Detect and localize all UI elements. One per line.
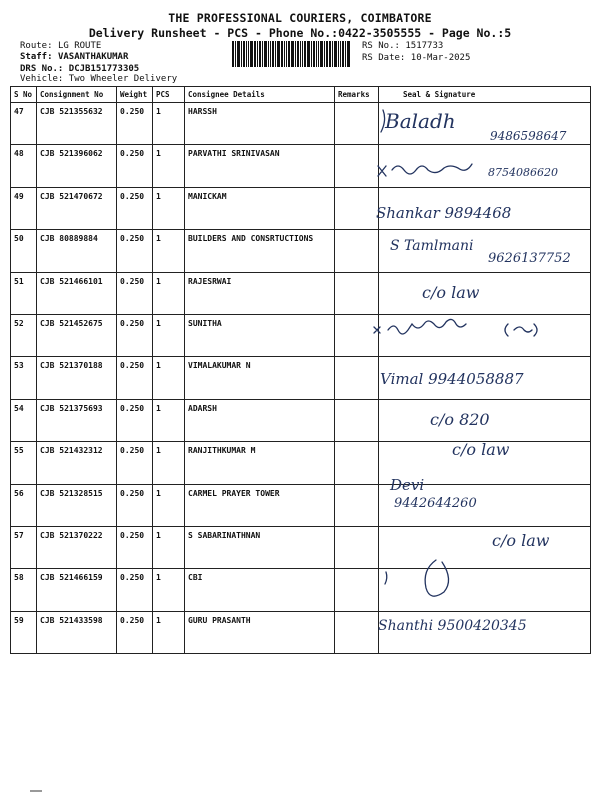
cell-sno: 49 (11, 187, 37, 229)
signature-49-text: Shankar 9894468 (376, 204, 512, 222)
cell-sno: 58 (11, 569, 37, 611)
cell-consignee: SUNITHA (185, 314, 335, 356)
cell-signature (379, 569, 591, 611)
cell-signature (379, 611, 591, 653)
rs-date-line (362, 53, 470, 63)
cell-pcs: 1 (153, 526, 185, 568)
cell-consignment: CJB 521466101 (37, 272, 117, 314)
drs-line (20, 64, 139, 74)
cell-consignment: CJB 521370188 (37, 357, 117, 399)
vehicle-value: Two Wheeler Delivery (68, 74, 178, 84)
cell-weight: 0.250 (117, 526, 153, 568)
cell-sno: 55 (11, 442, 37, 484)
col-header-signature: Seal & Signature (379, 87, 591, 103)
vehicle-line (20, 74, 177, 84)
cell-pcs: 1 (153, 314, 185, 356)
cell-pcs: 1 (153, 484, 185, 526)
cell-sno: 54 (11, 399, 37, 441)
cell-consignment: CJB 521396062 (37, 145, 117, 187)
cell-sno: 57 (11, 526, 37, 568)
col-header-weight: Weight (117, 87, 153, 103)
cell-remarks (335, 314, 379, 356)
col-header-remarks: Remarks (335, 87, 379, 103)
cell-weight: 0.250 (117, 399, 153, 441)
route-value: LG ROUTE (57, 41, 102, 51)
staff-value: VASANTHAKUMAR (57, 52, 129, 62)
cell-weight: 0.250 (117, 442, 153, 484)
table-header-row (11, 87, 591, 103)
rs-date-value: 10-Mar-2025 (410, 53, 471, 63)
cell-signature (379, 187, 591, 229)
cell-remarks (335, 187, 379, 229)
cell-consignment: CJB 521370222 (37, 526, 117, 568)
cell-remarks (335, 569, 379, 611)
rs-no-label: RS No.: (362, 41, 400, 51)
runsheet-table (10, 86, 591, 654)
signature-56-phone: 9442644260 (394, 496, 477, 511)
cell-weight: 0.250 (117, 314, 153, 356)
cell-remarks (335, 526, 379, 568)
cell-remarks (335, 442, 379, 484)
signature-54-text: c/o 820 (430, 410, 490, 429)
cell-sno: 53 (11, 357, 37, 399)
cell-weight: 0.250 (117, 187, 153, 229)
table-row (11, 272, 591, 314)
vehicle-label: Vehicle: (20, 74, 64, 84)
cell-consignment: CJB 521470672 (37, 187, 117, 229)
table-row (11, 103, 591, 145)
cell-pcs: 1 (153, 357, 185, 399)
cell-consignee: VIMALAKUMAR N (185, 357, 335, 399)
cell-signature (379, 230, 591, 272)
cell-consignee: RAJESRWAI (185, 272, 335, 314)
cell-consignee: GURU PRASANTH (185, 611, 335, 653)
cell-pcs: 1 (153, 272, 185, 314)
cell-sno: 59 (11, 611, 37, 653)
cell-consignee: CARMEL PRAYER TOWER (185, 484, 335, 526)
cell-sno: 48 (11, 145, 37, 187)
cell-sno: 51 (11, 272, 37, 314)
cell-remarks (335, 103, 379, 145)
cell-sno: 50 (11, 230, 37, 272)
cell-consignment: CJB 521432312 (37, 442, 117, 484)
cell-consignment: CJB 521433598 (37, 611, 117, 653)
cell-pcs: 1 (153, 569, 185, 611)
runsheet-subtitle: Delivery Runsheet - PCS - Phone No.:0422-3505555 - Page No.:5 (88, 26, 512, 40)
route-line (20, 41, 101, 51)
cell-signature (379, 314, 591, 356)
signature-50-phone: 9626137752 (488, 251, 571, 266)
cell-signature (379, 399, 591, 441)
cell-remarks (335, 145, 379, 187)
signature-50-text: S Tamlmani (390, 238, 474, 254)
cell-sno: 52 (11, 314, 37, 356)
table-row (11, 314, 591, 356)
table-row (11, 526, 591, 568)
drs-value: DCJB151773305 (68, 64, 140, 74)
cell-consignment: CJB 521375693 (37, 399, 117, 441)
cell-pcs: 1 (153, 611, 185, 653)
cell-weight: 0.250 (117, 611, 153, 653)
table-row (11, 442, 591, 484)
cell-weight: 0.250 (117, 569, 153, 611)
rs-date-label: RS Date: (362, 53, 406, 63)
cell-pcs: 1 (153, 399, 185, 441)
rs-no-value: 1517733 (405, 41, 444, 51)
table-row (11, 484, 591, 526)
cell-consignee: ADARSH (185, 399, 335, 441)
col-header-pcs: PCS (153, 87, 185, 103)
cell-pcs: 1 (153, 187, 185, 229)
cell-weight: 0.250 (117, 145, 153, 187)
col-header-consignee: Consignee Details (185, 87, 335, 103)
signature-55-text: c/o law (452, 440, 510, 459)
cell-weight: 0.250 (117, 103, 153, 145)
table-row (11, 611, 591, 653)
rs-no-line (362, 41, 443, 51)
table-row (11, 230, 591, 272)
cell-consignment: CJB 521328515 (37, 484, 117, 526)
cell-signature (379, 526, 591, 568)
signature-47-phone: 9486598647 (490, 129, 567, 143)
table-row (11, 357, 591, 399)
cell-signature (379, 103, 591, 145)
page-edge-mark (30, 790, 42, 792)
cell-consignee: CBI (185, 569, 335, 611)
cell-sno: 56 (11, 484, 37, 526)
cell-pcs: 1 (153, 442, 185, 484)
signature-56-name: Devi (390, 476, 425, 494)
cell-signature (379, 357, 591, 399)
cell-consignment: CJB 521466159 (37, 569, 117, 611)
route-label: Route: (20, 41, 53, 51)
signature-53-text: Vimal 9944058887 (380, 370, 524, 388)
cell-consignee: MANICKAM (185, 187, 335, 229)
cell-consignee: S SABARINATHNAN (185, 526, 335, 568)
barcode (232, 41, 356, 67)
cell-consignment: CJB 80889884 (37, 230, 117, 272)
cell-signature (379, 272, 591, 314)
cell-weight: 0.250 (117, 484, 153, 526)
cell-consignee: BUILDERS AND CONSRTUCTIONS (185, 230, 335, 272)
cell-pcs: 1 (153, 103, 185, 145)
cell-signature (379, 442, 591, 484)
cell-remarks (335, 357, 379, 399)
signature-51-text: c/o law (422, 283, 480, 302)
staff-line (20, 52, 128, 62)
col-header-sno: S No (11, 87, 37, 103)
cell-consignee: HARSSH (185, 103, 335, 145)
col-header-consignment: Consignment No (37, 87, 117, 103)
cell-remarks (335, 484, 379, 526)
cell-pcs: 1 (153, 230, 185, 272)
cell-remarks (335, 611, 379, 653)
cell-consignment: CJB 521355632 (37, 103, 117, 145)
cell-signature (379, 484, 591, 526)
cell-weight: 0.250 (117, 357, 153, 399)
table-row (11, 399, 591, 441)
signature-57-text: c/o law (492, 531, 550, 550)
cell-consignee: RANJITHKUMAR M (185, 442, 335, 484)
table-row (11, 187, 591, 229)
cell-consignee: PARVATHI SRINIVASAN (185, 145, 335, 187)
cell-consignment: CJB 521452675 (37, 314, 117, 356)
cell-remarks (335, 399, 379, 441)
cell-remarks (335, 230, 379, 272)
drs-label: DRS No.: (20, 64, 64, 74)
signature-59-text: Shanthi 9500420345 (378, 618, 527, 634)
company-title: THE PROFESSIONAL COURIERS, COIMBATORE (168, 11, 432, 25)
table-row (11, 569, 591, 611)
cell-sno: 47 (11, 103, 37, 145)
cell-weight: 0.250 (117, 230, 153, 272)
cell-signature (379, 145, 591, 187)
signature-48-phone: 8754086620 (488, 166, 558, 179)
staff-label: Staff: (20, 52, 53, 62)
cell-pcs: 1 (153, 145, 185, 187)
cell-remarks (335, 272, 379, 314)
signature-47-name: Baladh (385, 109, 456, 133)
cell-weight: 0.250 (117, 272, 153, 314)
table-row (11, 145, 591, 187)
